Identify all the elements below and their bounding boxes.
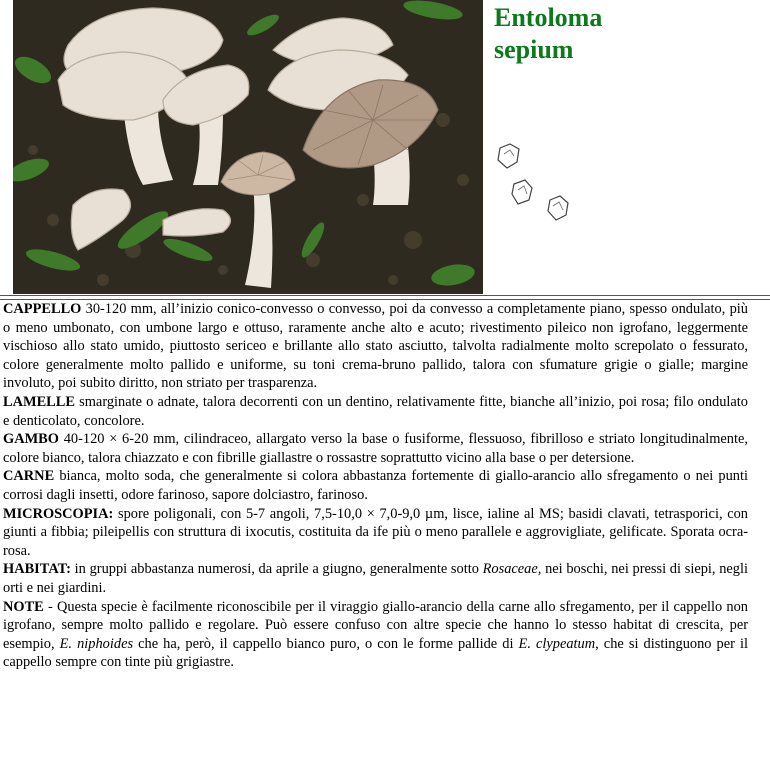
section-gambo [3, 430, 748, 467]
section-note [3, 598, 748, 672]
section-text: che ha, però, il cappello bianco puro, o con le forme pallide di [133, 635, 519, 652]
divider-top [0, 295, 770, 296]
section-text: smarginate o adnate, talora decorrenti con un dentino, relativamente fitte, bianche all’inizio, poi rosa; filo ondulato e denticolato, concolore. [3, 393, 748, 429]
species-epithet: sepium [494, 35, 574, 64]
italic-taxon: Rosaceae, [482, 561, 542, 578]
section-text: , che si distinguono per il cappello sempre con tinte più grigiastre. [3, 635, 748, 671]
section-carne [3, 467, 748, 504]
section-cappello [3, 300, 748, 393]
section-label: HABITAT: [3, 561, 71, 578]
section-text: - Questa specie è facilmente riconoscibile per il viraggio giallo-arancio della carne allo sfregamento, per il cappello non igrofano, sempre molto pallido e regolare. Può essere confuso con altre specie che hanno lo stesso habitat di crescita, per esempio, [3, 598, 748, 652]
section-label: CARNE [3, 468, 55, 485]
section-text: in gruppi abbastanza numerosi, da aprile a giugno, generalmente sotto [70, 561, 483, 578]
section-text: bianca, molto soda, che generalmente si colora abbastanza fortemente di giallo-arancio allo sfregamento o nei punti corrosi dagli insetti, odore farinoso, sapore dolciastro, farinoso. [3, 468, 748, 503]
genus-name: Entoloma [494, 3, 603, 32]
species-title [494, 2, 602, 66]
spore-icon [492, 140, 582, 230]
italic-taxon: E. clypeatum [518, 635, 596, 652]
section-text: nei boschi, nei pressi di siepi, negli orti e nei giardini. [3, 561, 748, 596]
section-label: NOTE [3, 598, 44, 615]
italic-taxon: E. niphoides [59, 635, 134, 652]
section-label: CAPPELLO [3, 301, 82, 317]
spore-drawings [492, 140, 582, 230]
section-microscopia [3, 505, 748, 561]
mushroom-illustration [13, 0, 483, 294]
section-lamelle [3, 393, 748, 430]
section-text: 40-120 × 6-20 mm, cilindraceo, allargato verso la base o fusiforme, flessuoso, fibrilloso e striato longitudinalmente, colore bianco, talora chiazzato e con fibrille giallastre o rossastre soprattutto vicino alla base o per detersione. [3, 431, 748, 466]
species-description [3, 300, 748, 672]
mushroom-photo [13, 0, 483, 294]
section-label: GAMBO [3, 431, 59, 448]
section-text: spore poligonali, con 5-7 angoli, 7,5-10,0 × 7,0-9,0 µm, lisce, ialine al MS; basidi clavati, tetrasporici, con giunti a fibbia; pileipellis con struttura di ixocutis, costituita da ife più o meno parallele e aggrovigliate, gelificate. Sporata ocra-rosa. [3, 505, 748, 559]
section-text: 30-120 mm, all’inizio conico-convesso o convesso, poi da convesso a completamente piano, spesso ondulato, più o meno umbonato, con umbone largo e ottuso, raramente anche alto e acuto; rivestimento pileico non igrofano, leggermente vischioso allo stato umido, piuttosto sericeo e brillante allo stato asciutto, talvolta radialmente molto screpolato o fessurato, colore generalmente molto pallido e uniforme, su toni crema-bruno pallido, talora con sfumature grigie o gialle; margine involuto, poi subito diritto, non striato per trasparenza. [3, 301, 748, 392]
section-label: LAMELLE [3, 393, 75, 410]
section-habitat [3, 560, 748, 597]
section-label: MICROSCOPIA: [3, 505, 114, 522]
